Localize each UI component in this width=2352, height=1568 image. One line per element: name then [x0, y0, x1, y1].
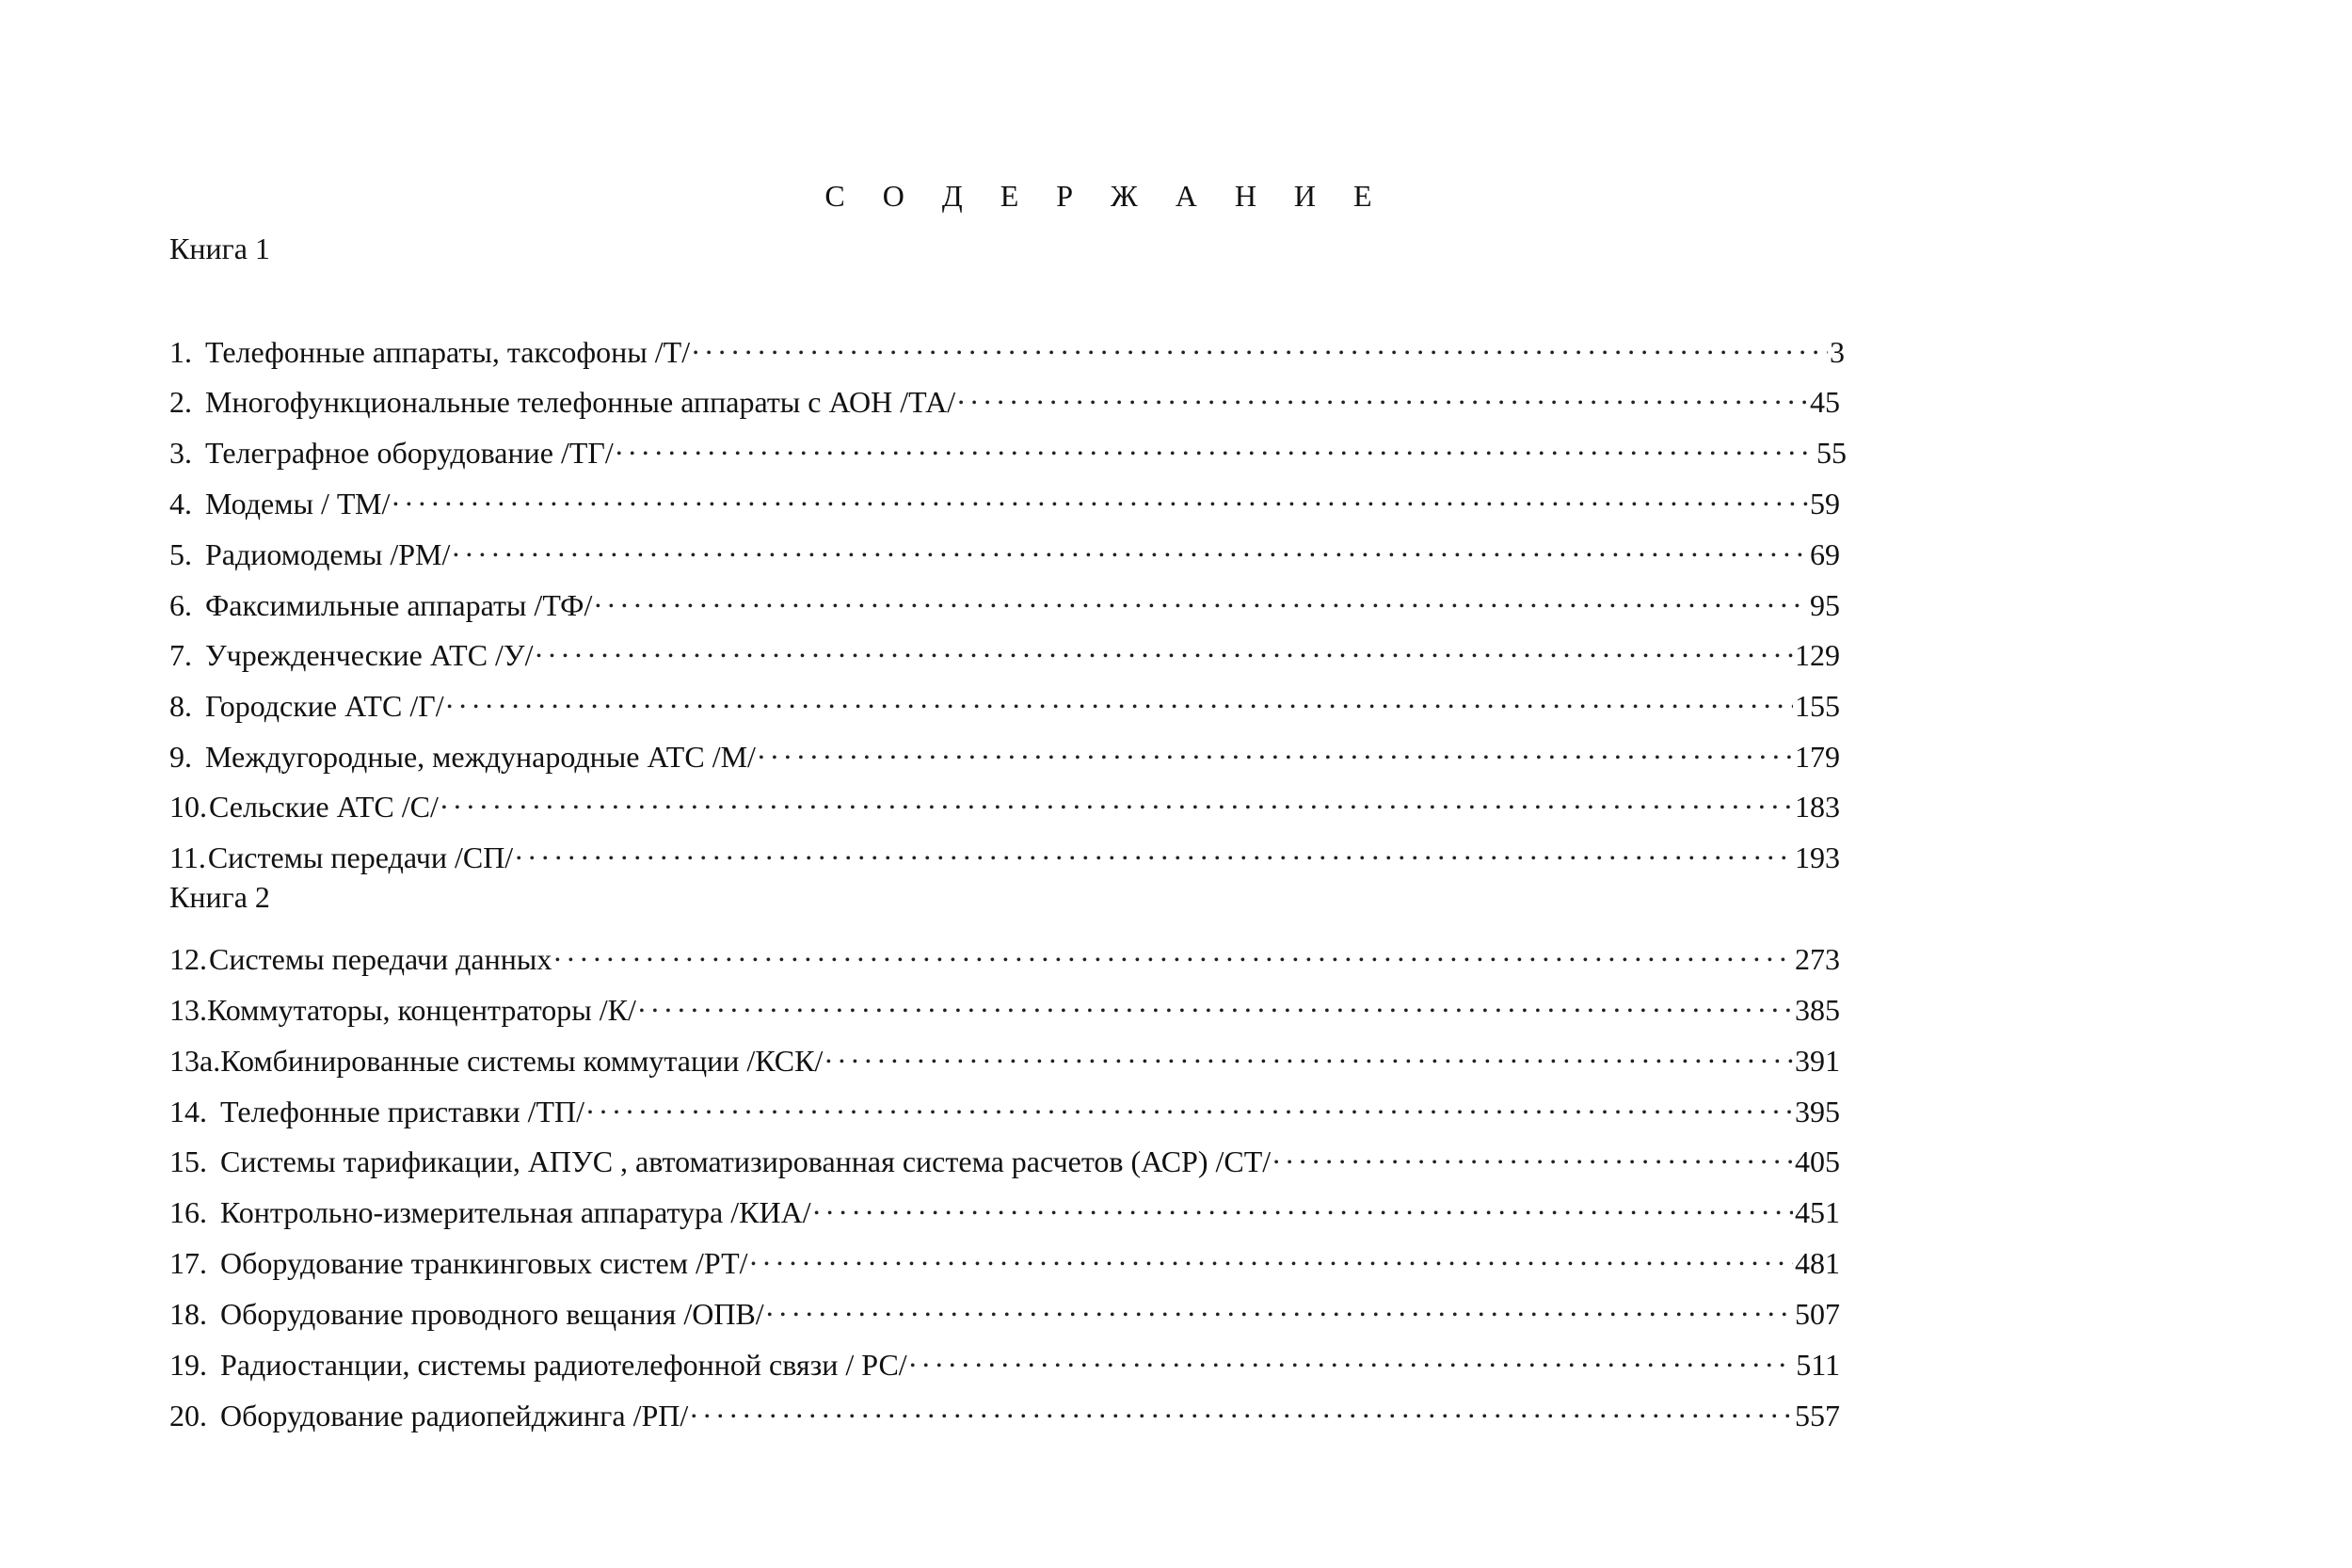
- toc-entry-page: 45: [1810, 385, 1840, 419]
- dot-leader: [813, 1185, 1793, 1223]
- dot-leader: [452, 527, 1808, 565]
- toc-entry-page: 507: [1795, 1297, 1840, 1331]
- toc-entry-page: 395: [1795, 1095, 1840, 1128]
- dot-leader: [553, 932, 1793, 969]
- toc-entry-page: 193: [1795, 840, 1840, 874]
- toc-entry-title: Многофункциональные телефонные аппараты с АОН /ТА/: [205, 385, 956, 419]
- toc-entry-title: Коммутаторы, концентраторы /К/: [207, 993, 636, 1027]
- page-title: С О Д Е Р Ж А Н И Е: [824, 179, 1387, 213]
- dot-leader: [392, 476, 1808, 514]
- dot-leader: [690, 1388, 1793, 1426]
- toc-entry: [169, 983, 1840, 1027]
- toc-entry: [169, 1185, 1840, 1229]
- toc-entry: [169, 1084, 1840, 1128]
- toc-entry-title: Системы передачи /СП/: [207, 840, 514, 874]
- dot-leader: [515, 830, 1793, 868]
- toc-entry-title: Телеграфное оборудование /ТГ/: [205, 436, 614, 470]
- dot-leader: [824, 1033, 1793, 1071]
- book-1-label: Книга 1: [169, 232, 270, 265]
- toc-entry-number: 3.: [169, 436, 192, 470]
- toc-entry: [169, 325, 1845, 369]
- toc-entry: [169, 578, 1840, 622]
- dot-leader: [957, 375, 1808, 412]
- toc-entry-number: 9.: [169, 740, 192, 774]
- toc-entry: [169, 425, 1847, 470]
- toc-entry-page: 59: [1810, 487, 1840, 520]
- toc-entry-number: 16.: [169, 1195, 207, 1229]
- toc-entry-title: Междугородные, международные АТС /М/: [205, 740, 756, 774]
- toc-entry-number: 1.: [169, 335, 192, 369]
- toc-entry-number: 20.: [169, 1399, 207, 1432]
- toc-entry-page: 95: [1810, 588, 1840, 622]
- toc-entry-number: 5.: [169, 537, 192, 571]
- toc-entry: [169, 1287, 1840, 1331]
- toc-entry-number: 15.: [169, 1144, 207, 1178]
- toc-entry-page: 3: [1830, 335, 1845, 369]
- toc-entry: [169, 527, 1840, 571]
- toc-entry-title: Радиомодемы /РМ/: [205, 537, 451, 571]
- dot-leader: [750, 1236, 1794, 1273]
- dot-leader: [446, 679, 1793, 716]
- toc-entry-page: 183: [1795, 790, 1840, 824]
- toc-entry-title: Факсимильные аппараты /ТФ/: [205, 588, 593, 622]
- toc-entry-number: 11.: [169, 840, 206, 874]
- toc-entry-title: Учрежденческие АТС /У/: [205, 638, 534, 672]
- toc-entry-number: 14.: [169, 1095, 207, 1128]
- dot-leader: [594, 578, 1808, 616]
- dot-leader: [586, 1084, 1793, 1122]
- dot-leader: [758, 729, 1793, 767]
- toc-entry-page: 55: [1816, 436, 1847, 470]
- toc-entry: [169, 679, 1840, 723]
- toc-entry-number: 8.: [169, 689, 192, 723]
- toc-entry-page: 451: [1795, 1195, 1840, 1229]
- toc-entry-title: Радиостанции, системы радиотелефонной связи / РС/: [220, 1348, 907, 1382]
- toc-entry-title: Телефонные приставки /ТП/: [220, 1095, 585, 1128]
- toc-entry-page: 391: [1795, 1044, 1840, 1078]
- toc-entry-title: Модемы / ТМ/: [205, 487, 391, 520]
- toc-entry-number: 12.: [169, 942, 207, 976]
- toc-entry-page: 155: [1795, 689, 1840, 723]
- toc-entry-title: Оборудование проводного вещания /ОПВ/: [220, 1297, 764, 1331]
- toc-entry: [169, 1134, 1840, 1178]
- toc-entry: [169, 476, 1840, 520]
- toc-entry-title: Городские АТС /Г/: [205, 689, 444, 723]
- toc-entry-page: 385: [1795, 993, 1840, 1027]
- toc-entry-title: Системы передачи данных: [209, 942, 552, 976]
- toc-entry: [169, 1033, 1840, 1078]
- toc-entry: [169, 932, 1840, 976]
- toc-entry-page: 557: [1795, 1399, 1840, 1432]
- toc-entry-title: Телефонные аппараты, таксофоны /Т/: [205, 335, 691, 369]
- toc-entry-number: 2.: [169, 385, 192, 419]
- dot-leader: [909, 1337, 1795, 1375]
- toc-entry-page: 69: [1810, 537, 1840, 571]
- toc-entry-title: Оборудование транкинговых систем /РТ/: [220, 1246, 748, 1280]
- toc-entry-title: Контрольно-измерительная аппаратура /КИА/: [220, 1195, 811, 1229]
- toc-entry-number: 7.: [169, 638, 192, 672]
- dot-leader: [638, 983, 1793, 1020]
- toc-entry: [169, 729, 1840, 774]
- toc-entry: [169, 628, 1840, 672]
- toc-entry-number: 17.: [169, 1246, 207, 1280]
- toc-entry-title: Комбинированные системы коммутации /КСК/: [220, 1044, 824, 1078]
- toc-entry: [169, 830, 1840, 874]
- toc-entry-number: 4.: [169, 487, 192, 520]
- book-2-label: Книга 2: [169, 880, 270, 914]
- toc-entry-page: 481: [1795, 1246, 1840, 1280]
- toc-entry: [169, 1337, 1840, 1382]
- dot-leader: [535, 628, 1793, 665]
- toc-entry-page: 405: [1795, 1144, 1840, 1178]
- dot-leader: [616, 425, 1815, 463]
- dot-leader: [440, 779, 1793, 817]
- dot-leader: [692, 325, 1828, 362]
- toc-entry-number: 10.: [169, 790, 207, 824]
- toc-entry-title: Оборудование радиопейджинга /РП/: [220, 1399, 689, 1432]
- toc-entry-title: Сельские АТС /С/: [209, 790, 439, 824]
- toc-entry-number: 13а.: [169, 1044, 221, 1078]
- toc-entry-page: 129: [1795, 638, 1840, 672]
- toc-entry-page: 273: [1795, 942, 1840, 976]
- toc-entry: [169, 1388, 1840, 1432]
- dot-leader: [1272, 1134, 1793, 1172]
- toc-entry: [169, 779, 1840, 824]
- toc-entry: [169, 375, 1840, 419]
- toc-entry-number: 18.: [169, 1297, 207, 1331]
- toc-entry-number: 6.: [169, 588, 192, 622]
- toc-entry-page: 179: [1795, 740, 1840, 774]
- toc-entry: [169, 1236, 1840, 1280]
- toc-entry-number: 13.: [169, 993, 207, 1027]
- toc-entry-page: 511: [1796, 1348, 1840, 1382]
- toc-entry-title: Системы тарификации, АПУС , автоматизированная система расчетов (АСР) /СТ/: [220, 1144, 1272, 1178]
- toc-entry-number: 19.: [169, 1348, 207, 1382]
- dot-leader: [766, 1287, 1793, 1324]
